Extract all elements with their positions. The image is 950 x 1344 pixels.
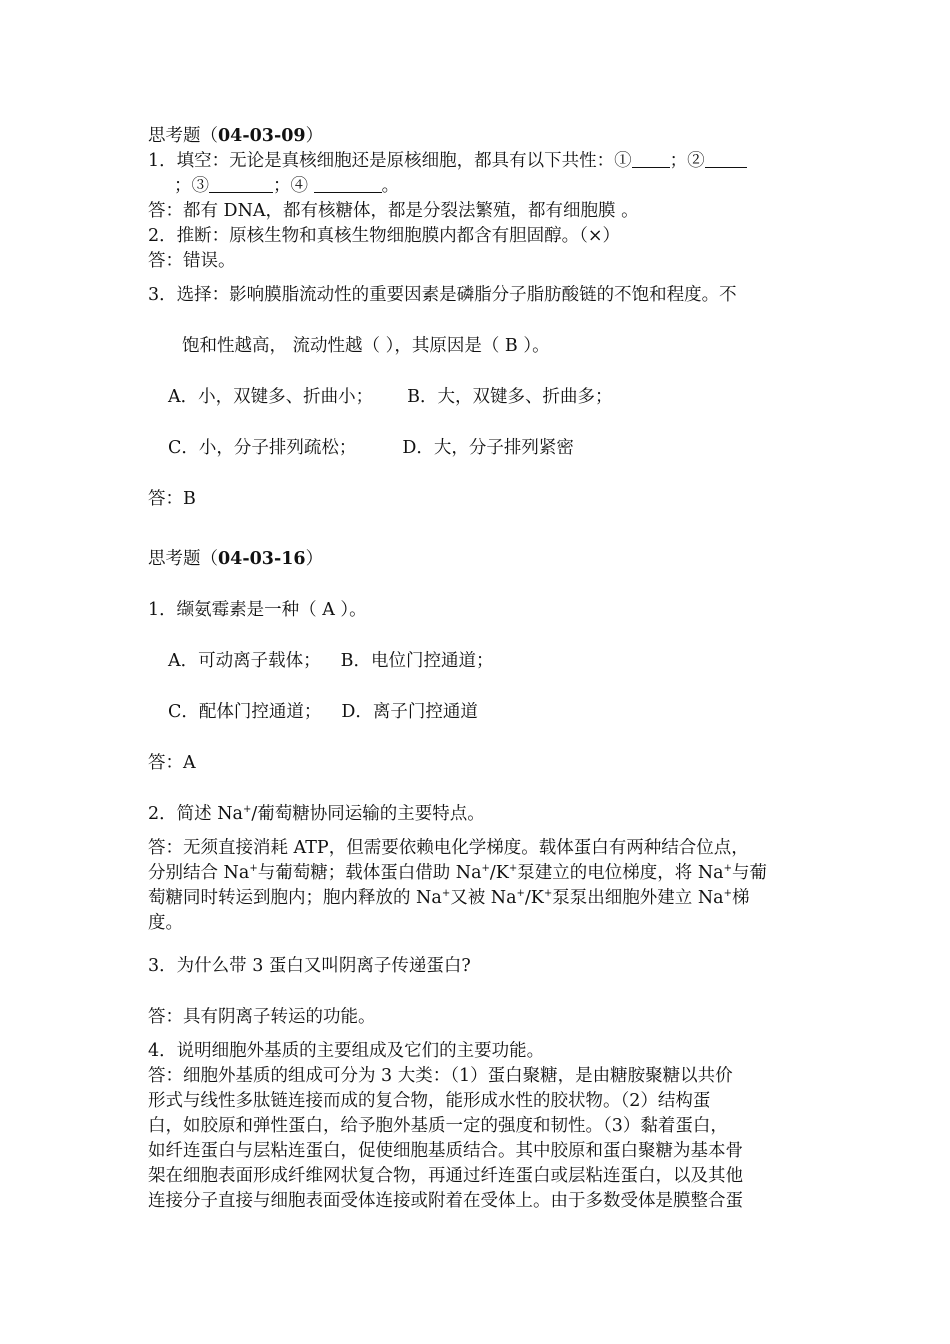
answer-line: 如纤连蛋白与层粘连蛋白，促使细胞基质结合。其中胶原和蛋白聚糖为基本骨: [148, 1141, 743, 1161]
text: 与葡萄糖；载体蛋白借助 Na: [257, 863, 482, 883]
text: /K: [489, 863, 509, 883]
s2-question-1-options-ab: [148, 649, 808, 674]
title-suffix: ）: [305, 549, 324, 569]
s2-question-2: [148, 802, 808, 827]
question-3-line-1: 3．选择：影响膜脂流动性的重要因素是磷脂分子脂肪酸链的不饱和程度。不: [148, 285, 737, 305]
text: 2．简述 Na: [148, 804, 243, 824]
blank-end: 。: [381, 176, 400, 196]
s2-answer-1: 答：A: [148, 753, 196, 773]
section-title-2: [148, 547, 808, 572]
superscript: +: [242, 804, 252, 815]
answer-line: 架在细胞表面形成纤维网状复合物，再通过纤连蛋白或层粘连蛋白，以及其他: [148, 1166, 743, 1186]
answer-line: 连接分子直接与细胞表面受体连接或附着在受体上。由于多数受体是膜整合蛋: [148, 1191, 743, 1211]
title-code: 04-03-09: [218, 126, 306, 146]
title-suffix: ）: [305, 126, 324, 146]
blank-separator: ；②: [669, 151, 705, 171]
question-3-options-ab: [148, 385, 808, 410]
s2-answer-3: 答：具有阴离子转运的功能。: [148, 1007, 376, 1027]
answer-line: 度。: [148, 913, 183, 933]
answer-line: 答：细胞外基质的组成可分为 3 大类：（1）蛋白聚糖，是由糖胺聚糖以共价: [148, 1066, 733, 1086]
answer-1: 答：都有 DNA，都有核糖体，都是分裂法繁殖，都有细胞膜 。: [148, 201, 639, 221]
section-title-1: [148, 124, 808, 149]
answer-line: [148, 861, 808, 886]
superscript: +: [543, 888, 553, 899]
superscript: +: [516, 888, 525, 899]
question-3-line-2: 饱和性越高， 流动性越（ ），其原因是（ B ）。: [182, 336, 550, 356]
s2-question-1-options-cd: [148, 700, 808, 725]
option-a: A．小，双键多、折曲小；: [168, 387, 374, 407]
document-page: [148, 124, 808, 1214]
blank-separator: ；④: [273, 176, 314, 196]
text: 泵建立的电位梯度，将 Na: [517, 863, 724, 883]
s2-answer-2: [148, 836, 808, 936]
title-prefix: 思考题（: [148, 549, 218, 569]
question-1-line-2: [148, 174, 808, 199]
option-b: B．大，双键多、折曲多；: [407, 387, 613, 407]
superscript: +: [723, 863, 732, 874]
s2-question-1: 1．缬氨霉素是一种（ A ）。: [148, 600, 367, 620]
option-c: C．小，分子排列疏松；: [168, 438, 357, 458]
question-2: 2．推断：原核生物和真核生物细胞膜内都含有胆固醇。（×）: [148, 226, 621, 246]
option-a: A．可动离子载体；: [168, 651, 321, 671]
title-prefix: 思考题（: [148, 126, 218, 146]
answer-line: 白，如胶原和弹性蛋白，给予胞外基质一定的强度和韧性。（3）黏着蛋白，: [148, 1116, 728, 1136]
text: /葡萄糖协同运输的主要特点。: [251, 804, 485, 824]
option-d: D．大，分子排列紧密: [402, 438, 574, 458]
superscript: +: [508, 863, 518, 874]
superscript: +: [249, 863, 258, 874]
superscript: +: [481, 863, 490, 874]
text: 分别结合 Na: [148, 863, 250, 883]
question-3-options-cd: [148, 436, 808, 461]
fill-blank-3: [209, 174, 273, 193]
question-1-line-1: [148, 149, 808, 174]
question-text: 1．填空：无论是真核细胞还是原核细胞，都具有以下共性：①: [148, 151, 632, 171]
option-c: C．配体门控通道；: [168, 702, 322, 722]
s2-answer-4: [148, 1064, 808, 1214]
text: 萄糖同时转运到胞内；胞内释放的 Na: [148, 888, 442, 908]
answer-line: [148, 886, 808, 911]
answer-line: 答：无须直接消耗 ATP，但需要依赖电化学梯度。载体蛋白有两种结合位点，: [148, 838, 749, 858]
superscript: +: [441, 888, 451, 899]
blank-separator: ；③: [174, 176, 209, 196]
answer-3: 答：B: [148, 489, 196, 509]
s2-question-4: 4．说明细胞外基质的主要组成及它们的主要功能。: [148, 1041, 545, 1061]
superscript: +: [723, 888, 732, 899]
answer-line: 形式与线性多肽链连接而成的复合物，能形成水性的胶状物。（2）结构蛋: [148, 1091, 711, 1111]
text: 泵泵出细胞外建立 Na: [552, 888, 724, 908]
s2-question-3: 3．为什么带 3 蛋白又叫阴离子传递蛋白?: [148, 956, 471, 976]
text: /K: [524, 888, 544, 908]
title-code: 04-03-16: [218, 549, 306, 569]
fill-blank-2: [705, 149, 747, 168]
answer-2: 答：错误。: [148, 251, 236, 271]
fill-blank-1: [632, 149, 670, 168]
fill-blank-4: [314, 174, 382, 193]
text: 与葡: [731, 863, 767, 883]
text: 又被 Na: [450, 888, 517, 908]
option-d: D．离子门控通道: [341, 702, 478, 722]
text: 梯: [731, 888, 750, 908]
option-b: B．电位门控通道；: [340, 651, 494, 671]
